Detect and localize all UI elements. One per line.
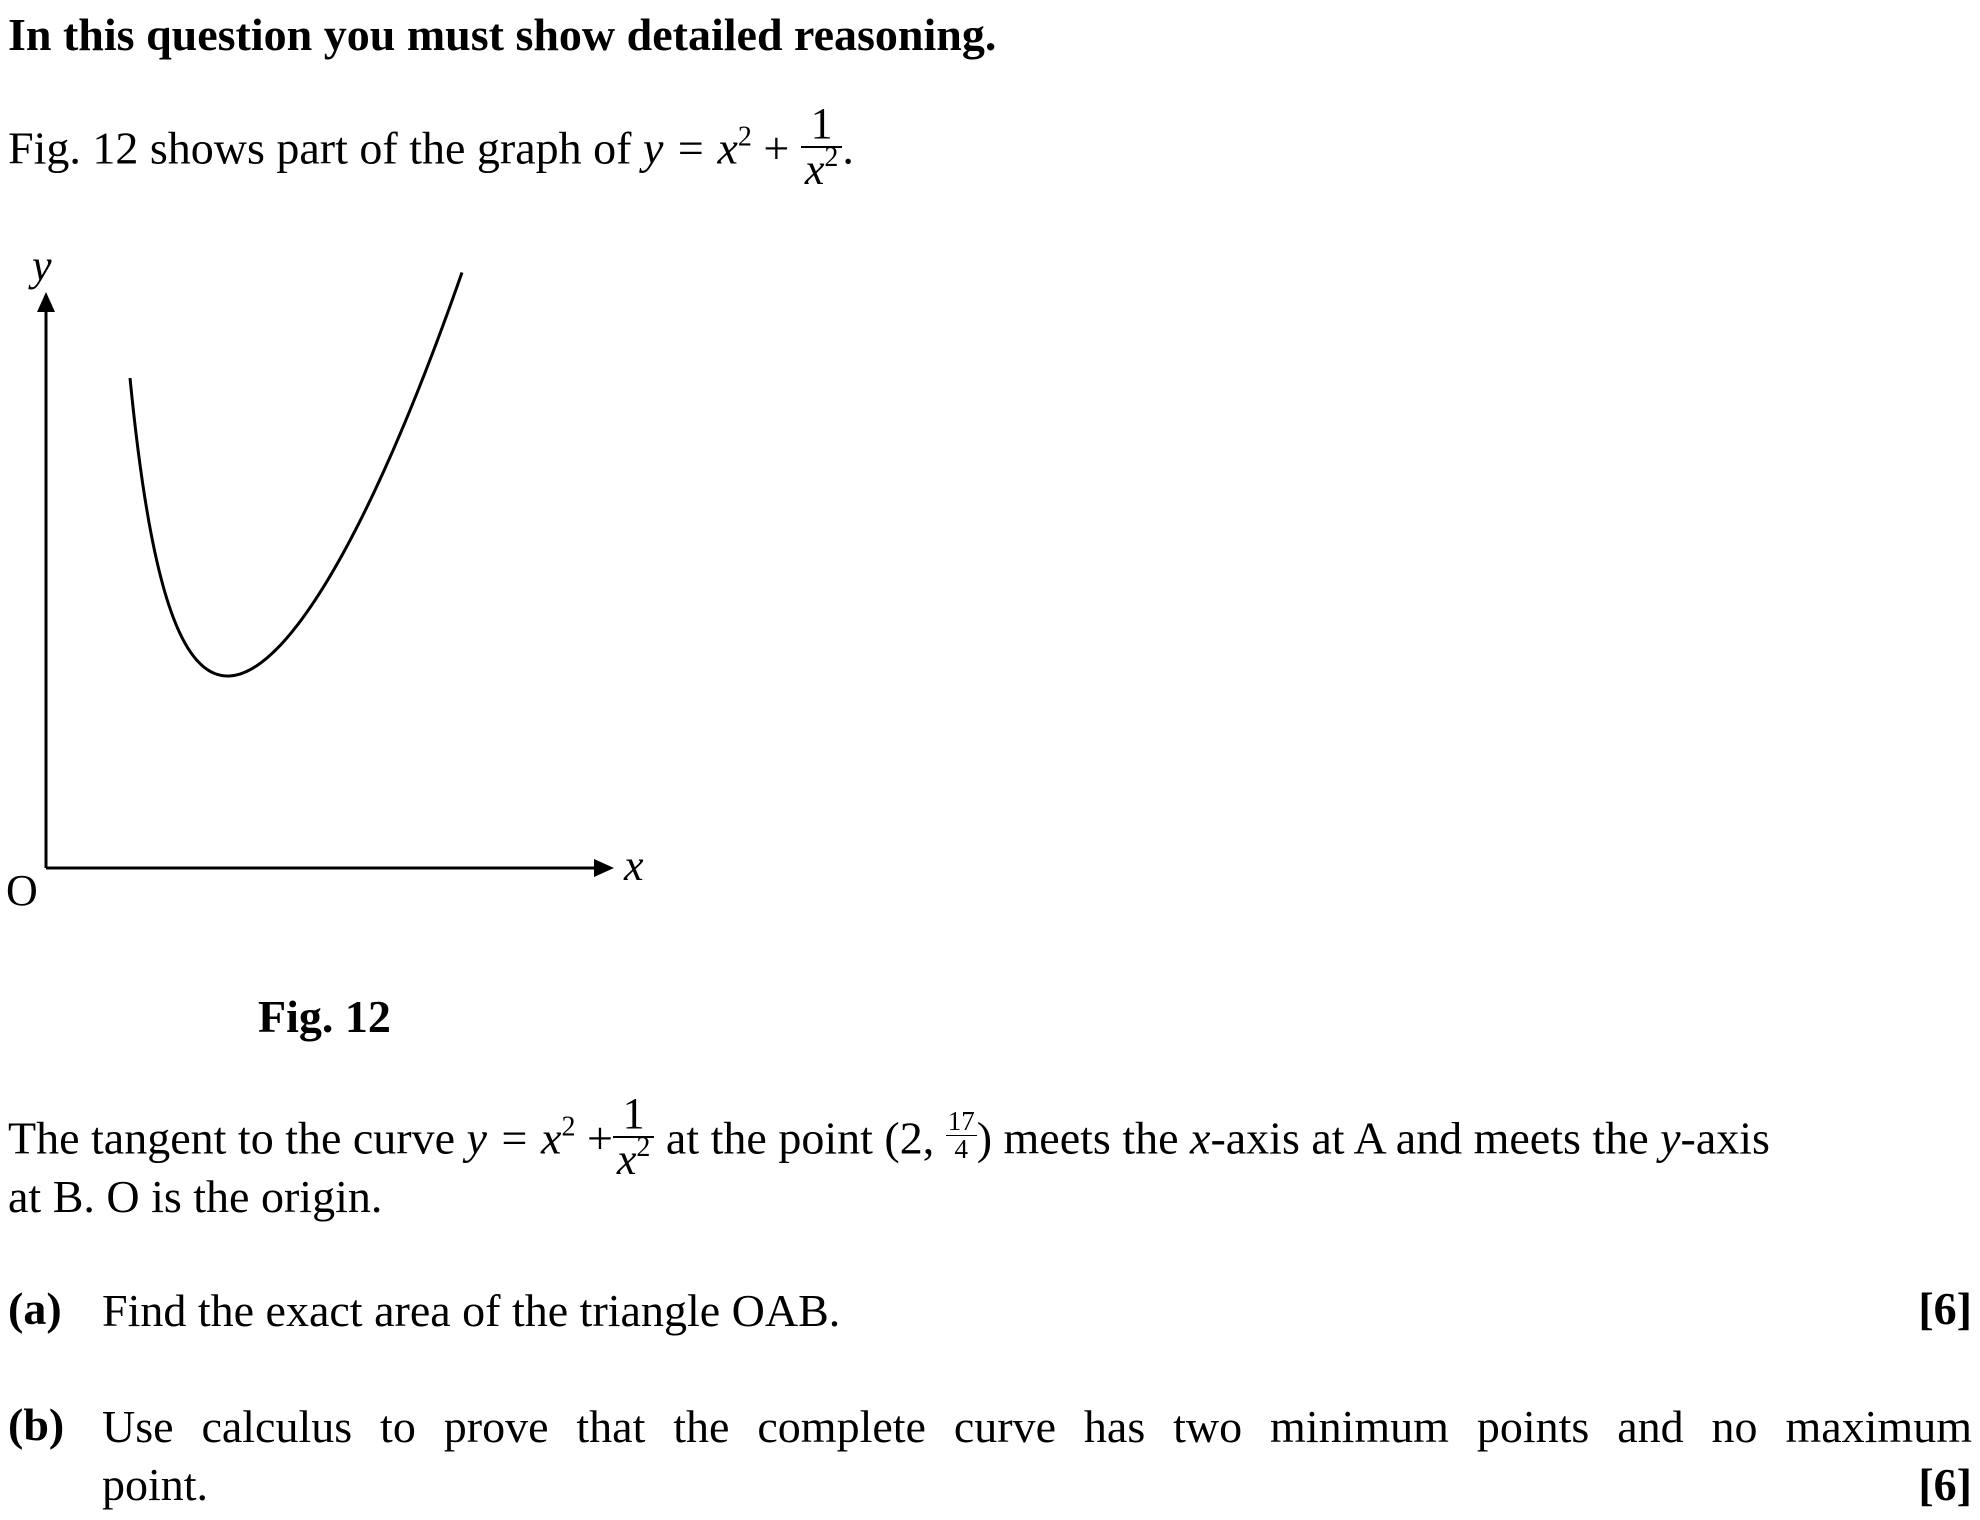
instruction-heading: In this question you must show detailed reasoning. [8,9,997,60]
tangent-line-2: at B. O is the origin. [8,1171,383,1222]
x-axis-label: x [624,841,644,890]
tangent-prefix: The tangent to the curve [8,1112,467,1164]
point-num: 17 [947,1105,975,1136]
question-b [8,1398,1972,1518]
intro-eq-y: y [642,122,664,174]
figure-graph [0,240,700,940]
tangent-eq-exp: 2 [561,1111,576,1143]
question-b-text-line-1: Use calculus to prove that the complete curve has two minimum points and no maximum [102,1401,1972,1452]
y-axis-arrow-icon [37,292,55,312]
intro-suffix: . [842,122,854,174]
intro-prefix: Fig. 12 shows part of the graph of [8,122,643,174]
question-b-text-line-2: point. [102,1459,209,1510]
intro-frac-den-exp: 2 [824,142,839,173]
tangent-frac-num: 1 [613,1092,655,1138]
question-a-label: (a) [8,1283,62,1334]
question-a-text: Find the exact area of the triangle OAB. [102,1285,841,1336]
question-a-marks: [6] [1918,1283,1972,1334]
intro-fraction [801,99,843,194]
tangent-eq-y: y [466,1112,487,1164]
intro-frac-num: 1 [801,102,843,148]
point-fraction [946,1105,977,1164]
tangent-eq-plus: + [575,1112,613,1164]
x-axis-arrow-icon [594,859,614,877]
tangent-point-prefix: at the point (2, [654,1112,946,1164]
intro-eq-plus: + [751,122,801,174]
tangent-point-suffix: ) meets the [976,1112,1191,1164]
question-b-label: (b) [8,1399,65,1450]
tangent-x-var: x [1190,1112,1211,1164]
question-a [8,1282,1972,1342]
tangent-frac-den: x [616,1135,637,1184]
curve [130,272,462,676]
tangent-frac-den-exp: 2 [636,1132,651,1163]
intro-eq-exp: 2 [737,121,752,153]
y-axis-label: y [32,241,52,290]
tangent-eq-x: = x [486,1112,562,1164]
tangent-axis-end: -axis [1680,1112,1770,1164]
tangent-fraction [613,1089,655,1184]
intro-eq-x: = x [663,122,738,174]
intro-sentence [8,99,854,198]
intro-frac-den: x [804,145,825,194]
question-b-marks: [6] [1918,1459,1972,1510]
point-den: 4 [954,1133,968,1164]
tangent-axis-mid: -axis at A and meets the [1210,1112,1661,1164]
tangent-y-var: y [1660,1112,1681,1164]
origin-label: O [6,866,38,915]
figure-caption: Fig. 12 [258,991,391,1042]
